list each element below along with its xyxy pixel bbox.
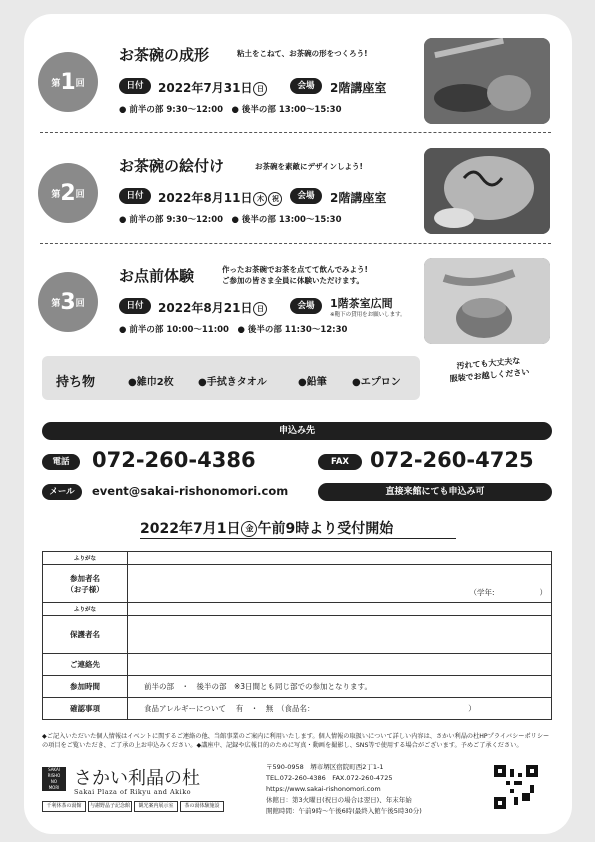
session-1-subtitle: 粘土をこねて、お茶碗の形をつくろう! bbox=[237, 49, 368, 58]
start-date: 2022年7月1日 bbox=[140, 521, 241, 537]
belongings-item-1: ●雑巾2枚 bbox=[128, 377, 174, 388]
belongings-item-4: ●エプロン bbox=[352, 377, 401, 388]
session-2-date: 2022年8月11日 木 祝 bbox=[158, 189, 282, 206]
weekday-circle: 日 bbox=[253, 302, 267, 316]
badge-prefix: 第 bbox=[51, 78, 61, 89]
start-text: 午前9時より受付開始 bbox=[257, 521, 394, 537]
confirm-field[interactable]: 食品アレルギーについて 有 ・ 無 （食品名： ） bbox=[128, 698, 552, 720]
start-line bbox=[140, 518, 393, 538]
tel-number[interactable]: 072-260-4386 bbox=[92, 448, 256, 472]
date-label-pill: 日付 bbox=[119, 78, 151, 94]
guardian-field[interactable] bbox=[128, 616, 552, 654]
session-1-date: 2022年7月31日 日 bbox=[158, 79, 267, 96]
session-2-photo bbox=[424, 148, 550, 234]
start-underline bbox=[140, 538, 456, 539]
furigana-label: ふりがな bbox=[43, 603, 128, 616]
weekday-circle: 日 bbox=[253, 82, 267, 96]
application-form bbox=[42, 551, 552, 720]
session-3-times: ● 前半の部 10:00～11:00 ● 後半の部 11:30～12:30 bbox=[119, 325, 348, 335]
furigana-field[interactable] bbox=[128, 603, 552, 616]
contact-field[interactable] bbox=[128, 654, 552, 676]
session-1-title: お茶碗の成形 bbox=[119, 46, 210, 64]
session-2-title: お茶碗の絵付け bbox=[119, 157, 225, 175]
furigana-field[interactable] bbox=[128, 552, 552, 565]
session-3-date: 2022年8月21日 日 bbox=[158, 299, 267, 316]
session-1-badge bbox=[38, 52, 98, 112]
tag-2: 与謝野晶子記念館 bbox=[88, 801, 132, 812]
mail-address[interactable]: event@sakai-rishonomori.com bbox=[92, 484, 289, 498]
contact-label: ご連絡先 bbox=[43, 654, 128, 676]
time-label: 参加時間 bbox=[43, 676, 128, 698]
qr-code[interactable] bbox=[494, 765, 538, 809]
apply-header: 申込み先 bbox=[42, 422, 552, 440]
weekday-circle: 木 bbox=[253, 192, 267, 206]
fax-label: FAX bbox=[318, 454, 362, 470]
date-label-pill: 日付 bbox=[119, 188, 151, 204]
belongings-note: 汚れても大丈夫な 服装でお越しください bbox=[449, 356, 530, 384]
session-3-venue: 1階茶室広間 bbox=[330, 297, 393, 310]
divider bbox=[40, 243, 551, 244]
session-1-photo bbox=[424, 38, 550, 124]
session-2-subtitle: お茶碗を素敵にデザインしよう! bbox=[255, 162, 363, 171]
logo-mark: SAKAI RISHO NO MORI bbox=[42, 767, 66, 791]
privacy-notes: ◆ご記入いただいた個人情報はイベントに関するご連絡の他、当館事業のご案内に利用いたします。個人情報の取扱いについて詳しい内容は、さかい利晶の杜HPプライバシーポリシーの項目をご覧いただき、ご了承の上お申込みください。◆講座中、記録や広報目的のために写真・動画を撮影し、SNS等で使用する場合がございます。予めご了承ください。 bbox=[42, 733, 550, 749]
session-2-venue: 2階講座室 bbox=[330, 191, 387, 205]
tel-fax: TEL.072-260-4386 FAX.072-260-4725 bbox=[266, 774, 393, 782]
mail-label: メール bbox=[42, 484, 82, 500]
furigana-label: ふりがな bbox=[43, 552, 128, 565]
closed-days: 休館日：第3火曜日(祝日の場合は翌日)、年末年始 bbox=[266, 796, 412, 804]
session-3-photo bbox=[424, 258, 550, 344]
opening-hours: 開館時間：午前9時～午後6時(最終入館午後5時30分) bbox=[266, 807, 422, 815]
belongings-item-3: ●鉛筆 bbox=[298, 377, 327, 388]
tag-1: 千利休茶の湯館 bbox=[42, 801, 86, 812]
session-3-venue-note: ※鞄下の貸用をお願いします。 bbox=[330, 312, 406, 318]
venue-label-pill: 会場 bbox=[290, 298, 322, 314]
venue-label-pill: 会場 bbox=[290, 188, 322, 204]
session-2-times: ● 前半の部 9:30～12:00 ● 後半の部 13:00～15:30 bbox=[119, 215, 342, 225]
tag-3: 観光案内展示室 bbox=[134, 801, 178, 812]
date-label-pill: 日付 bbox=[119, 298, 151, 314]
belongings-item-2: ●手拭きタオル bbox=[198, 377, 267, 388]
session-1-venue: 2階講座室 bbox=[330, 81, 387, 95]
start-weekday: 金 bbox=[241, 521, 257, 537]
participant-label: 参加者名 （お子様） bbox=[43, 565, 128, 603]
tag-4: 茶の湯体験施設 bbox=[180, 801, 224, 812]
grade-field: （学年: ） bbox=[469, 588, 547, 597]
address: 〒590-0958 堺市堺区宿院町西2丁1-1 bbox=[266, 763, 384, 771]
session-3-title: お点前体験 bbox=[119, 267, 195, 285]
time-field[interactable]: 前半の部 ・ 後半の部 ※3日間とも同じ部での参加となります。 bbox=[128, 676, 552, 698]
session-number: 1 bbox=[60, 69, 76, 95]
session-2-badge: 第 2 回 bbox=[38, 163, 98, 223]
session-3-badge: 第 3 回 bbox=[38, 272, 98, 332]
tel-label: 電話 bbox=[42, 454, 80, 470]
fax-number[interactable]: 072-260-4725 bbox=[370, 448, 534, 472]
walkin-bar: 直接来館にても申込み可 bbox=[318, 483, 552, 501]
confirm-label: 確認事項 bbox=[43, 698, 128, 720]
session-number: 2 bbox=[60, 180, 76, 206]
session-1-times: ● 前半の部 9:30～12:00 ● 後半の部 13:00～15:30 bbox=[119, 105, 342, 115]
facility-name: さかい利晶の杜 bbox=[74, 768, 200, 789]
session-3-subtitle: 作ったお茶碗でお茶を点てて飲んでみよう! ご参加の皆さま全員に体験いただけます。 bbox=[222, 265, 368, 285]
holiday-circle: 祝 bbox=[268, 192, 282, 206]
venue-label-pill: 会場 bbox=[290, 78, 322, 94]
website-url[interactable]: https://www.sakai-rishonomori.com bbox=[266, 785, 381, 793]
belongings-label: 持ち物 bbox=[56, 375, 96, 390]
facility-name-en: Sakai Plaza of Rikyu and Akiko bbox=[74, 788, 192, 796]
session-number: 3 bbox=[60, 289, 76, 315]
participant-field[interactable] bbox=[128, 565, 552, 603]
guardian-label: 保護者名 bbox=[43, 616, 128, 654]
divider bbox=[40, 132, 551, 133]
session-kai: 回 bbox=[75, 78, 85, 89]
